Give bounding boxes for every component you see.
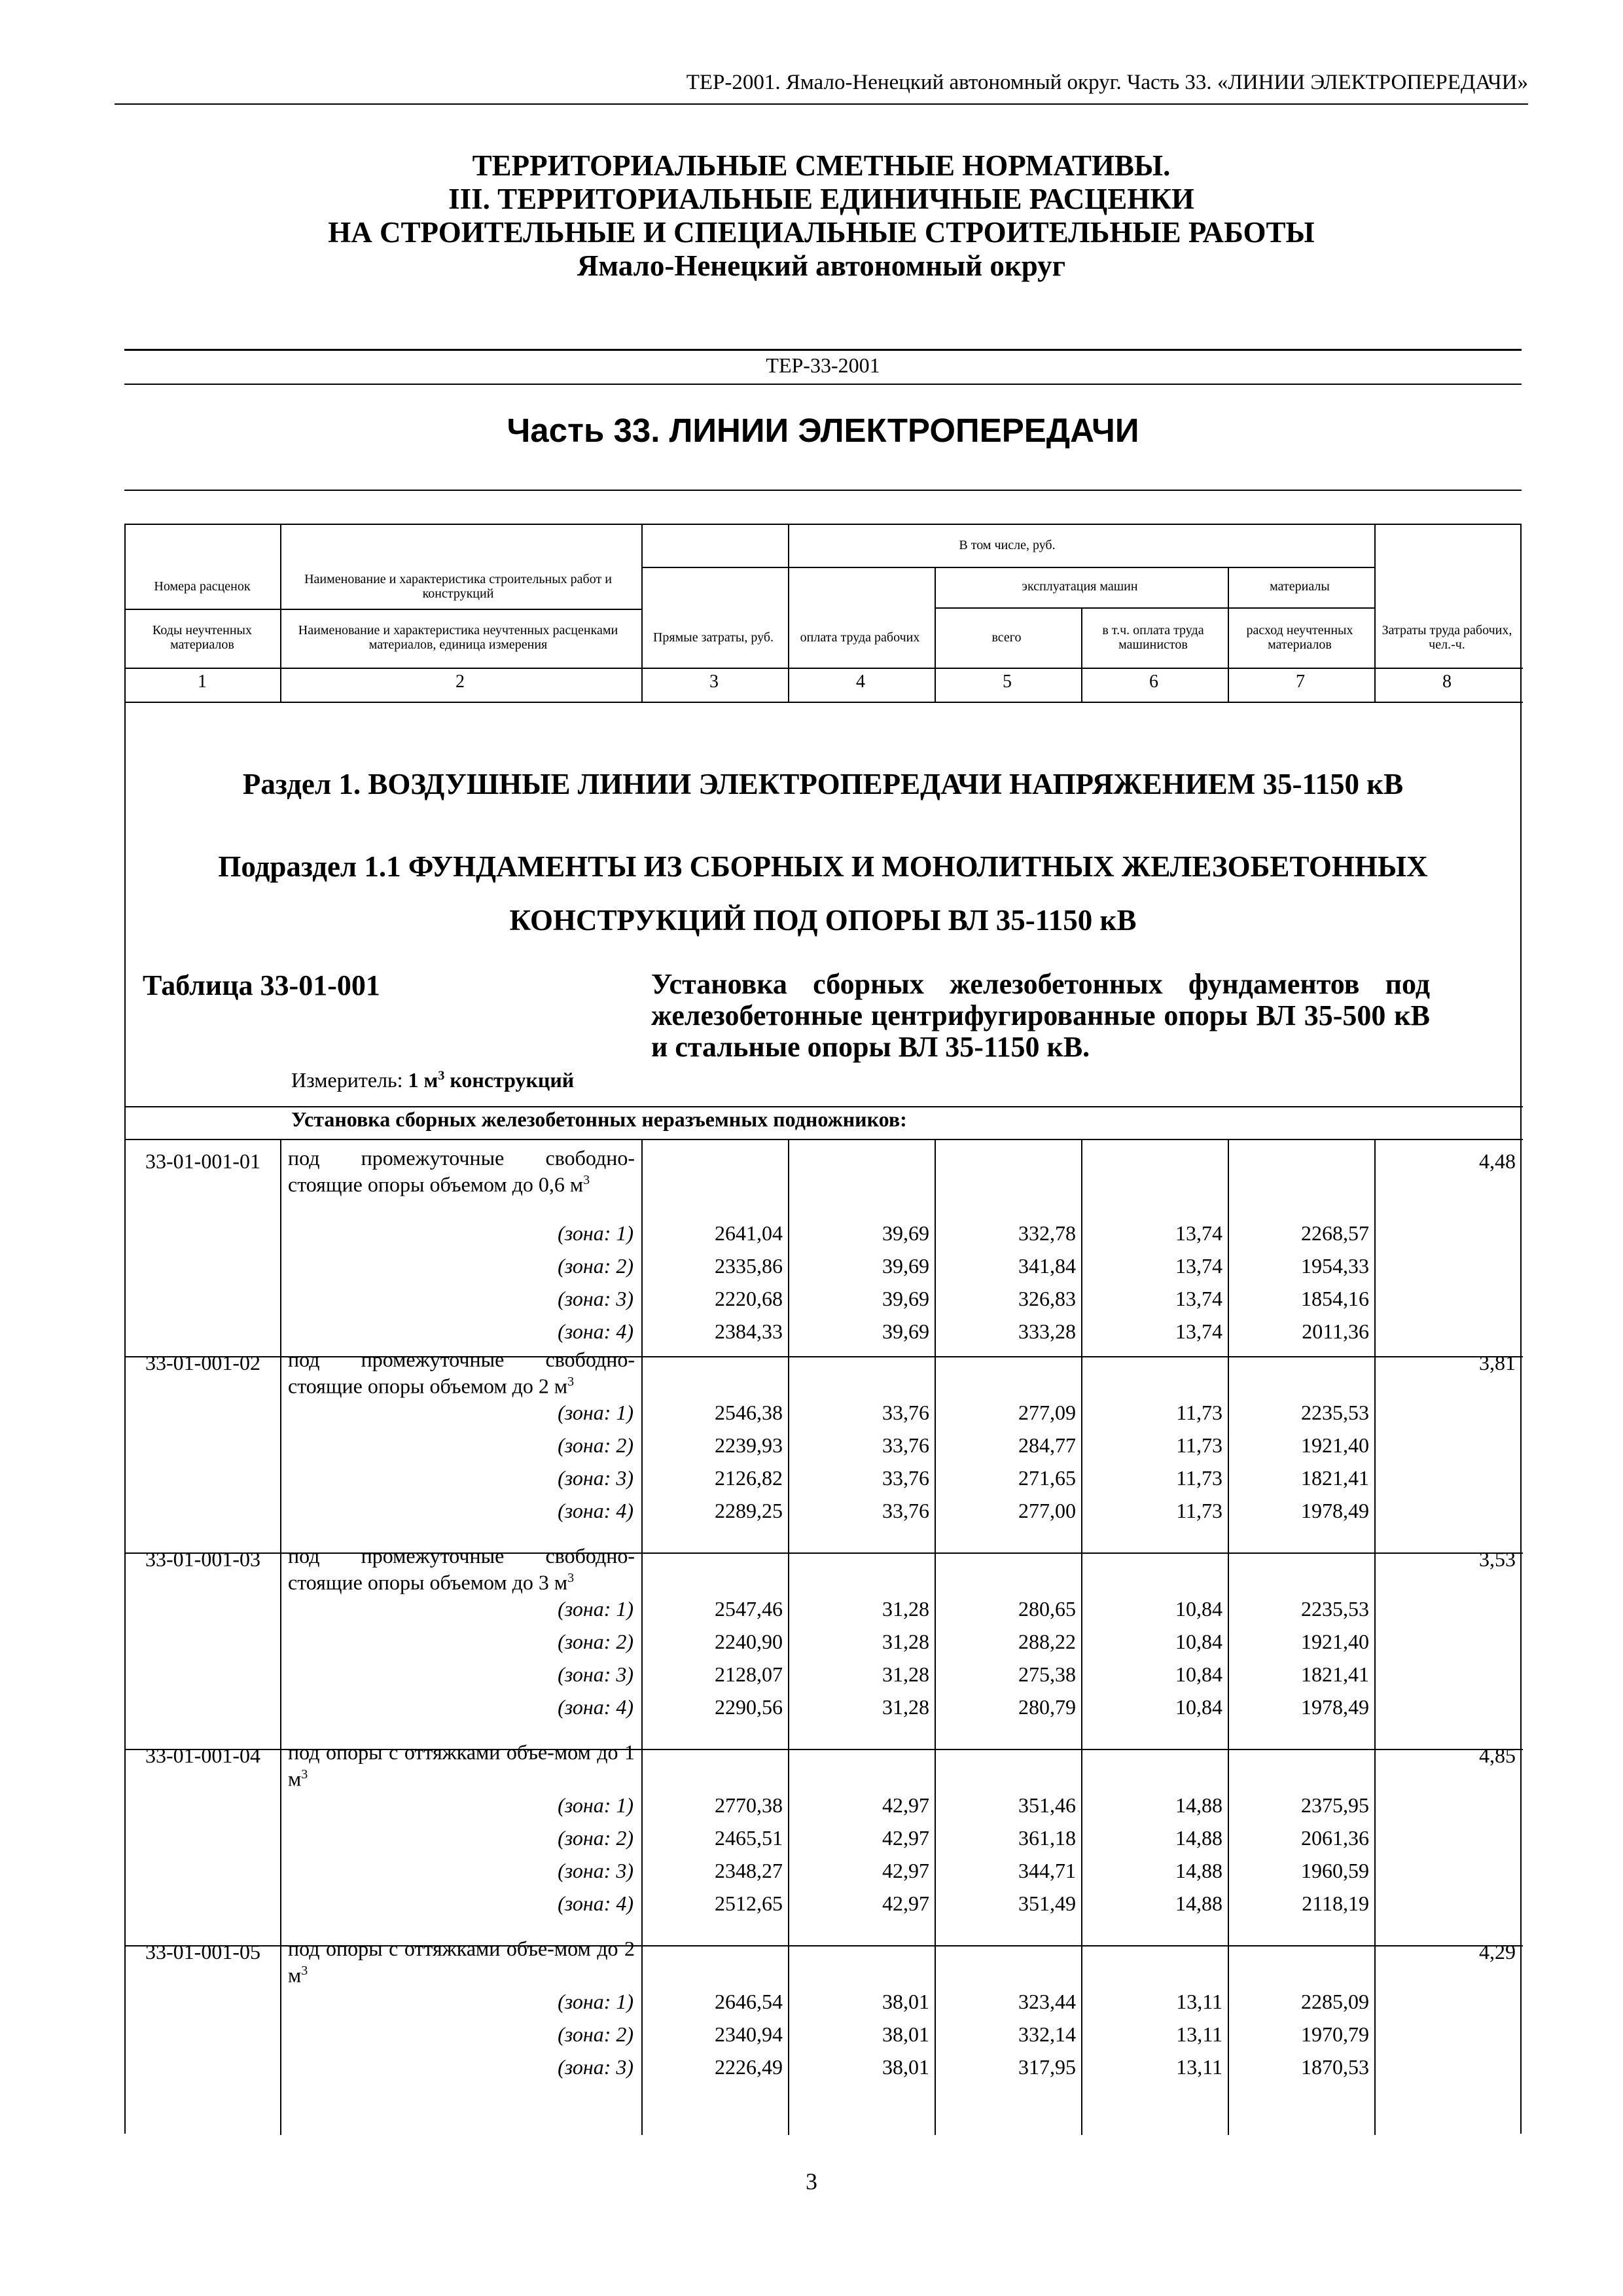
value-mach-wage: 11,73 (1176, 1433, 1222, 1457)
zone-label: (зона: 2) (558, 1433, 633, 1457)
col-number: 3 (709, 672, 719, 692)
value-direct: 2226,49 (715, 2055, 783, 2079)
value-wage: 31,28 (882, 1662, 929, 1686)
value-wage: 38,01 (882, 2022, 929, 2046)
value-direct: 2547,46 (715, 1597, 783, 1621)
rate-description-text: под промежуточные свободно-стоящие опоры объемом до 3 м (288, 1544, 635, 1594)
value-wage: 31,28 (882, 1597, 929, 1621)
value-direct: 2770,38 (715, 1793, 783, 1817)
value-direct: 2220,68 (715, 1287, 783, 1310)
value-mach: 277,00 (1018, 1499, 1076, 1522)
zone-label: (зона: 1) (558, 1597, 633, 1621)
rate-description-text: под промежуточные свободно-стоящие опоры объемом до 2 м (288, 1348, 635, 1398)
value-wage: 33,76 (882, 1433, 929, 1457)
value-mat: 1954,33 (1301, 1254, 1369, 1278)
zone-label: (зона: 4) (558, 1892, 633, 1915)
zone-label: (зона: 4) (558, 1499, 633, 1522)
value-mach: 351,46 (1018, 1793, 1076, 1817)
value-wage: 31,28 (882, 1695, 929, 1719)
measure-suffix: конструкций (450, 1068, 575, 1092)
zone-label: (зона: 3) (558, 1859, 633, 1882)
grid-line (1374, 1139, 1376, 2135)
table-label: Таблица 33-01-001 (143, 969, 380, 1001)
rate-description (288, 1741, 635, 1790)
value-wage: 33,76 (882, 1499, 929, 1522)
value-mat: 1821,41 (1301, 1662, 1369, 1686)
value-wage: 38,01 (882, 1990, 929, 2013)
value-direct: 2348,27 (715, 1859, 783, 1882)
value-mach: 341,84 (1018, 1254, 1076, 1278)
value-mach-wage: 13,74 (1175, 1287, 1222, 1310)
grid-line (1228, 1139, 1229, 2135)
col-number: 4 (856, 672, 865, 692)
col1-subheader: Коды неучтенных материалов (152, 623, 252, 652)
col-number: 7 (1296, 672, 1305, 692)
value-direct: 2384,33 (715, 1319, 783, 1343)
value-mat: 1854,16 (1301, 1287, 1369, 1310)
value-mach-wage: 10,84 (1175, 1597, 1222, 1621)
value-mach-wage: 10,84 (1175, 1695, 1222, 1719)
col2-header: Наименование и характеристика строительных работ и конструкций (304, 572, 612, 601)
subsection-heading-line-1: Подраздел 1.1 ФУНДАМЕНТЫ ИЗ СБОРНЫХ И МОНОЛИТНЫХ ЖЕЛЕЗОБЕТОННЫХ (218, 850, 1428, 883)
value-direct: 2289,25 (715, 1499, 783, 1522)
value-direct: 2335,86 (715, 1254, 783, 1278)
value-mat: 1921,40 (1301, 1630, 1369, 1653)
zone-label: (зона: 1) (558, 1793, 633, 1817)
value-direct: 2512,65 (715, 1892, 783, 1915)
value-mach: 271,65 (1018, 1466, 1076, 1490)
zone-label: (зона: 4) (558, 1695, 633, 1719)
zone-label: (зона: 1) (558, 1401, 633, 1424)
value-mach-wage: 11,73 (1176, 1499, 1222, 1522)
col4-header: оплата труда рабочих (800, 630, 920, 645)
value-wage: 39,69 (882, 1221, 929, 1245)
value-mach: 351,49 (1018, 1892, 1076, 1915)
subsection-heading-line-2: КОНСТРУКЦИЙ ПОД ОПОРЫ ВЛ 35-1150 кВ (509, 904, 1137, 937)
title-line-2: III. ТЕРРИТОРИАЛЬНЫЕ ЕДИНИЧНЫЕ РАСЦЕНКИ (448, 183, 1194, 215)
labor-cost: 4,85 (1479, 1744, 1516, 1767)
part-title: Часть 33. ЛИНИИ ЭЛЕКТРОПЕРЕДАЧИ (507, 412, 1139, 449)
value-mach-wage: 13,11 (1176, 1990, 1222, 2013)
rate-code: 33-01-001-04 (145, 1744, 260, 1767)
value-mach-wage: 11,73 (1176, 1466, 1222, 1490)
rate-description-sup: 3 (301, 1964, 308, 1978)
value-mat: 2235,53 (1301, 1401, 1369, 1424)
value-direct: 2646,54 (715, 1990, 783, 2013)
value-mach-wage: 13,11 (1176, 2022, 1222, 2046)
incl-header: В том числе, руб. (959, 538, 1056, 552)
labor-cost: 4,29 (1479, 1940, 1516, 1964)
value-mach-wage: 13,74 (1175, 1319, 1222, 1343)
grid-line (126, 702, 1523, 703)
col8-header: Затраты труда рабочих, чел.-ч. (1382, 623, 1512, 652)
value-direct: 2641,04 (715, 1221, 783, 1245)
zone-label: (зона: 3) (558, 1466, 633, 1490)
rate-code: 33-01-001-01 (145, 1149, 260, 1173)
value-mat: 1978,49 (1301, 1695, 1369, 1719)
value-mach: 280,79 (1018, 1695, 1076, 1719)
title-line-1: ТЕРРИТОРИАЛЬНЫЕ СМЕТНЫЕ НОРМАТИВЫ. (472, 149, 1171, 182)
value-wage: 31,28 (882, 1630, 929, 1653)
divider (124, 490, 1522, 491)
value-mach: 284,77 (1018, 1433, 1076, 1457)
grid-line (641, 1139, 643, 2135)
value-mach: 344,71 (1018, 1859, 1076, 1882)
rate-description (288, 1937, 635, 1986)
value-mat: 1870,53 (1301, 2055, 1369, 2079)
value-wage: 38,01 (882, 2055, 929, 2079)
rate-description-text: под опоры с оттяжками объе-мом до 1 м (288, 1740, 635, 1791)
value-direct: 2128,07 (715, 1662, 783, 1686)
value-mat: 2375,95 (1301, 1793, 1369, 1817)
value-wage: 42,97 (882, 1826, 929, 1850)
zone-label: (зона: 1) (558, 1990, 633, 2013)
value-mat: 1978,49 (1301, 1499, 1369, 1522)
grid-line (935, 1139, 936, 2135)
group-label: Установка сборных железобетонных неразъемных подножников: (291, 1107, 907, 1131)
page-number: 3 (806, 2168, 817, 2195)
zone-label: (зона: 2) (558, 2022, 633, 2046)
value-mach-wage: 14,88 (1175, 1892, 1222, 1915)
measure-unit (291, 1068, 574, 1092)
value-mat: 2118,19 (1302, 1892, 1369, 1915)
zone-label: (зона: 2) (558, 1826, 633, 1850)
value-direct: 2465,51 (715, 1826, 783, 1850)
value-mach-wage: 14,88 (1175, 1859, 1222, 1882)
value-direct: 2126,82 (715, 1466, 783, 1490)
value-mach: 361,18 (1018, 1826, 1076, 1850)
labor-cost: 3,53 (1479, 1547, 1516, 1571)
machines-header: эксплуатация машин (1022, 579, 1138, 594)
value-mach: 275,38 (1018, 1662, 1076, 1686)
rate-description (288, 1545, 635, 1594)
value-mat: 1970,79 (1301, 2022, 1369, 2046)
rate-code: 33-01-001-02 (145, 1351, 260, 1374)
zone-label: (зона: 1) (558, 1221, 633, 1245)
zone-label: (зона: 3) (558, 2055, 633, 2079)
document-title (115, 149, 1528, 283)
zone-label: (зона: 2) (558, 1254, 633, 1278)
value-mat: 1960,59 (1301, 1859, 1369, 1882)
header-rule (115, 103, 1528, 105)
title-line-4: Ямало-Ненецкий автономный округ (577, 249, 1066, 282)
zone-label: (зона: 3) (558, 1287, 633, 1310)
value-direct: 2290,56 (715, 1695, 783, 1719)
col-number: 1 (198, 672, 207, 692)
value-mach: 288,22 (1018, 1630, 1076, 1653)
value-mach: 332,78 (1018, 1221, 1076, 1245)
value-mat: 2285,09 (1301, 1990, 1369, 2013)
divider (124, 384, 1522, 385)
rate-description-sup: 3 (583, 1173, 590, 1187)
running-header: ТЕР-2001. Ямало-Ненецкий автономный округ. Часть 33. «ЛИНИИ ЭЛЕКТРОПЕРЕДАЧИ» (686, 71, 1528, 94)
grid-line (1081, 1139, 1082, 2135)
grid-line (280, 1139, 281, 2135)
materials-header: материалы (1270, 579, 1330, 594)
rate-description-sup: 3 (567, 1374, 575, 1389)
value-mat: 2011,36 (1302, 1319, 1369, 1343)
value-mach: 277,09 (1018, 1401, 1076, 1424)
grid-line (788, 1139, 789, 2135)
value-mat: 2235,53 (1301, 1597, 1369, 1621)
value-mach-wage: 10,84 (1175, 1662, 1222, 1686)
grid-line (126, 1139, 1523, 1140)
value-mach-wage: 11,73 (1176, 1401, 1222, 1424)
rate-description (288, 1348, 635, 1397)
value-mach: 317,95 (1018, 2055, 1076, 2079)
zone-label: (зона: 3) (558, 1662, 633, 1686)
value-mach-wage: 13,74 (1175, 1221, 1222, 1245)
col7-header: расход неучтенных материалов (1246, 623, 1353, 652)
measure-prefix: Измеритель: (291, 1068, 403, 1092)
value-direct: 2340,94 (715, 2022, 783, 2046)
measure-sup: 3 (438, 1068, 445, 1083)
value-mach-wage: 14,88 (1175, 1793, 1222, 1817)
zone-label: (зона: 2) (558, 1630, 633, 1653)
title-line-3: НА СТРОИТЕЛЬНЫЕ И СПЕЦИАЛЬНЫЕ СТРОИТЕЛЬНЫЕ РАБОТЫ (328, 216, 1315, 249)
rate-description-text: под промежуточные свободно-стоящие опоры объемом до 0,6 м (288, 1146, 635, 1196)
labor-cost: 4,48 (1479, 1149, 1516, 1173)
value-wage: 42,97 (882, 1892, 929, 1915)
value-wage: 39,69 (882, 1287, 929, 1310)
value-wage: 42,97 (882, 1793, 929, 1817)
value-wage: 42,97 (882, 1859, 929, 1882)
value-mach: 333,28 (1018, 1319, 1076, 1343)
value-mach-wage: 14,88 (1175, 1826, 1222, 1850)
col-number: 2 (455, 672, 465, 692)
section-heading: Раздел 1. ВОЗДУШНЫЕ ЛИНИИ ЭЛЕКТРОПЕРЕДАЧИ НАПРЯЖЕНИЕМ 35-1150 кВ (242, 768, 1404, 800)
col-number: 8 (1442, 672, 1452, 692)
col1-header: Номера расценок (154, 579, 251, 594)
rate-description-sup: 3 (567, 1571, 575, 1585)
value-direct: 2546,38 (715, 1401, 783, 1424)
value-wage: 33,76 (882, 1466, 929, 1490)
value-direct: 2239,93 (715, 1433, 783, 1457)
value-mach: 280,65 (1018, 1597, 1076, 1621)
value-mat: 1821,41 (1301, 1466, 1369, 1490)
col3-header: Прямые затраты, руб. (652, 630, 774, 645)
grid-line (126, 668, 1523, 669)
value-mach: 326,83 (1018, 1287, 1076, 1310)
divider (124, 349, 1522, 351)
value-mat: 2061,36 (1301, 1826, 1369, 1850)
col2-subheader: Наименование и характеристика неучтенных расценками материалов, единица измерения (298, 623, 618, 652)
col-number: 6 (1149, 672, 1158, 692)
document-code: ТЕР-33-2001 (766, 353, 880, 377)
value-mat: 1921,40 (1301, 1433, 1369, 1457)
rate-description-sup: 3 (301, 1767, 308, 1782)
measure-value: 1 м (408, 1068, 438, 1092)
value-mach-wage: 13,11 (1176, 2055, 1222, 2079)
labor-cost: 3,81 (1479, 1351, 1516, 1374)
value-mach: 323,44 (1018, 1990, 1076, 2013)
rate-description (288, 1147, 635, 1196)
col6-header: в т.ч. оплата труда машинистов (1102, 623, 1204, 652)
col-number: 5 (1003, 672, 1012, 692)
rate-code: 33-01-001-05 (145, 1940, 260, 1964)
col5-header: всего (991, 630, 1022, 645)
value-mach-wage: 10,84 (1175, 1630, 1222, 1653)
value-wage: 39,69 (882, 1254, 929, 1278)
value-mach-wage: 13,74 (1175, 1254, 1222, 1278)
rate-description-text: под опоры с оттяжками объе-мом до 2 м (288, 1937, 635, 1987)
value-wage: 33,76 (882, 1401, 929, 1424)
table-caption: Установка сборных железобетонных фундаментов под железобетонные центрифугированные опоры ВЛ 35-500 кВ и стальные опоры ВЛ 35-1150 кВ. (651, 968, 1430, 1063)
value-direct: 2240,90 (715, 1630, 783, 1653)
rate-code: 33-01-001-03 (145, 1547, 260, 1571)
zone-label: (зона: 4) (558, 1319, 633, 1343)
value-mat: 2268,57 (1301, 1221, 1369, 1245)
value-mach: 332,14 (1018, 2022, 1076, 2046)
value-wage: 39,69 (882, 1319, 929, 1343)
